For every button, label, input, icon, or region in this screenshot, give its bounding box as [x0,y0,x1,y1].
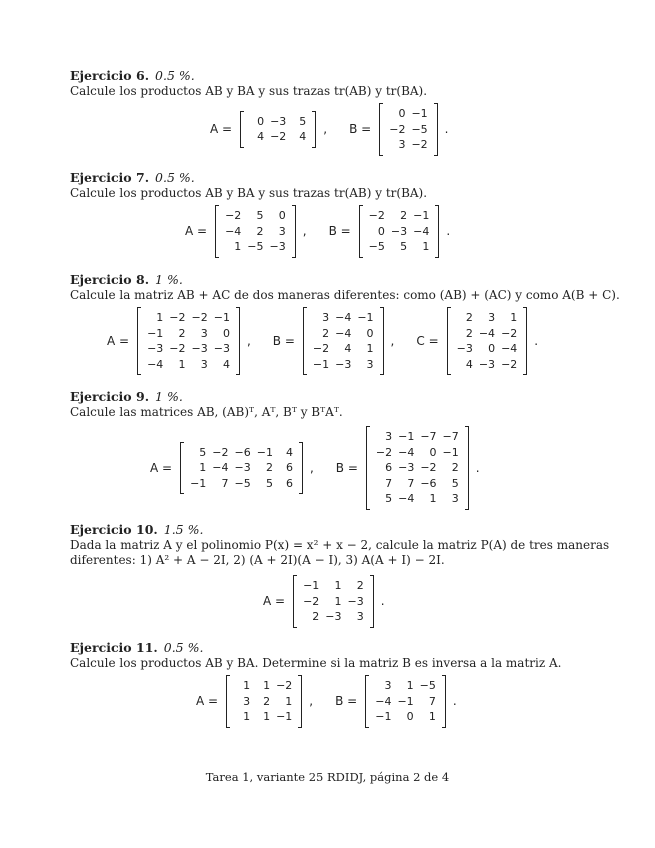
matrix-entry: 0 [222,326,230,340]
matrix-entry: 1 [422,240,430,253]
matrix-entry: −5 [368,240,385,253]
matrix [379,104,437,155]
matrix-entry: 0 [257,114,265,128]
matrix-entry: 3 [356,610,364,623]
matrix-entry: 5 [400,240,408,253]
matrix-entry: 3 [200,357,208,371]
exercise-weight: 0.5 %. [155,68,195,83]
matrix-entry: 1 [406,679,414,692]
equation-row-9 [150,427,480,509]
matrix-entry: −1 [303,579,320,592]
matrix-entry: −7 [420,430,437,443]
exercise-9 [70,389,590,420]
matrix-entry: −1 [276,710,293,723]
matrix-label: A = [196,694,219,709]
matrix-entry: 4 [344,342,352,355]
matrix-entry: 5 [199,445,207,459]
matrix-entry: 3 [384,679,392,692]
matrix-separator: , [323,122,328,137]
exercise-heading [70,272,590,288]
equation-row-11 [196,676,457,727]
matrix-entry: 5 [265,476,273,490]
matrix-entry: 6 [285,461,293,474]
matrix-entry: 2 [312,610,320,623]
matrix-entry: 1 [428,710,436,723]
exercise-weight: 1.5 %. [163,522,204,537]
matrix-label: B = [335,694,358,709]
matrix-entry: −5 [419,679,436,692]
matrix-entry: −4 [375,694,392,708]
exercise-title: Ejercicio 9. [70,389,150,404]
matrix-entry: −2 [191,311,208,324]
matrix-entry: −2 [375,445,393,459]
matrix-entry: 4 [222,357,230,371]
matrix-entry: −1 [375,710,392,723]
matrix-entry: −1 [398,430,415,443]
matrix-separator: , [302,224,307,239]
matrix-entry: 2 [465,311,473,324]
matrix-entry: 2 [265,461,273,474]
exercise-heading [70,522,590,538]
matrix-entry: −3 [335,357,352,371]
matrix-label: B = [335,460,358,475]
matrix-entry: −1 [357,311,374,324]
exercise-statement: Calcule las matrices AB, (AB)ᵀ, Aᵀ, Bᵀ y BᵀAᵀ. [70,405,343,419]
matrix-entry: 1 [243,679,251,692]
matrix-label: C = [416,334,439,348]
matrix-entry: 3 [278,224,286,238]
exercise-statement-line-2: diferentes: 1) A² + A − 2I, 2) (A + 2I)(A − I), 3) A(A + I) − 2I. [70,553,445,567]
matrix [293,576,374,627]
matrix-entry: −1 [256,445,273,459]
matrix-entry: −4 [335,326,352,340]
exercise-heading [70,68,590,84]
matrix-entry: 1 [234,240,242,253]
matrix-label: B = [272,334,295,348]
matrix-separator: . [380,594,385,609]
matrix-entry: 2 [322,326,330,340]
matrix-entry: −3 [398,461,415,474]
matrix-entry: 2 [451,461,459,474]
matrix-entry: 4 [299,130,307,144]
matrix-entry: 3 [451,492,459,505]
matrix [359,206,440,257]
exercise-weight: 0.5 %. [163,640,204,655]
matrix-entry: −2 [501,357,518,371]
equation-row-6 [210,104,449,155]
matrix-label: A = [210,122,233,137]
matrix-entry: −3 [456,342,473,355]
matrix-entry: 0 [377,224,385,238]
matrix-label: A = [185,224,208,239]
matrix-entry: −3 [234,461,251,474]
matrix-entry: 1 [510,311,518,324]
matrix-separator: . [446,224,451,239]
matrix-entry: 2 [465,326,473,340]
matrix-entry: −3 [347,594,364,608]
matrix-entry: 2 [256,224,264,238]
matrix-separator: . [444,122,449,137]
matrix [180,443,303,494]
matrix-entry: −1 [147,326,164,340]
matrix-entry: −2 [368,209,385,222]
exercise-statement: Calcule la matriz AB + AC de dos maneras diferentes: como (AB) + (AC) y como A(B + C). [70,288,620,302]
exercise-weight: 1 %. [155,272,183,287]
matrix-entry: 1 [243,710,251,723]
matrix-label: A = [263,594,286,609]
matrix-entry: 3 [385,430,393,443]
matrix-separator: . [452,694,457,709]
matrix-label: A = [150,460,173,475]
matrix-entry: −3 [390,224,408,238]
matrix-entry: 6 [385,461,393,474]
matrix-entry: 0 [366,326,374,340]
matrix-entry: −2 [276,679,293,692]
matrix-entry: 1 [334,579,342,592]
matrix-separator: , [309,694,314,709]
matrix-entry: −4 [398,492,415,505]
matrix-entry: 1 [334,594,342,608]
matrix-entry: −3 [191,342,208,355]
matrix-entry: −3 [270,114,287,128]
exercise-statement: Calcule los productos AB y BA y sus trazas tr(AB) y tr(BA). [70,186,428,200]
matrix-entry: 7 [221,476,229,490]
matrix [365,676,446,727]
matrix-entry: 1 [199,461,207,474]
matrix [137,308,240,374]
matrix-entry: 4 [285,445,293,459]
matrix-entry: −3 [147,342,164,355]
matrix-entry: 2 [263,694,271,708]
matrix-entry: −5 [247,240,264,253]
matrix [447,308,528,374]
exercise-7 [70,170,590,201]
matrix-entry: −4 [147,357,164,371]
matrix-entry: −4 [335,311,352,324]
matrix-entry: −2 [420,461,437,474]
exercise-statement: Calcule los productos AB y BA. Determine si la matriz B es inversa a la matriz A. [70,656,562,670]
matrix-label: B = [328,224,351,239]
exercise-heading [70,640,590,656]
matrix-entry: 2 [356,579,364,592]
matrix-entry: −5 [234,476,251,490]
matrix-entry: 5 [385,492,393,505]
matrix [303,308,384,374]
exercise-weight: 0.5 %. [155,170,195,185]
matrix-entry: −4 [413,224,430,238]
matrix [240,112,316,147]
matrix-entry: −2 [270,130,287,144]
exercise-heading [70,389,590,405]
matrix [226,676,302,727]
matrix-separator: , [309,460,314,475]
exercise-title: Ejercicio 6. [70,68,150,83]
matrix-entry: 3 [322,311,330,324]
matrix-entry: 5 [299,114,307,128]
matrix-entry: 2 [400,209,408,222]
matrix-entry: 1 [178,357,186,371]
matrix-entry: 3 [488,311,496,324]
matrix-entry: −3 [478,357,496,371]
matrix-entry: −6 [420,476,437,490]
matrix-entry: −3 [325,610,342,623]
matrix-entry: −7 [442,430,459,443]
exercise-6 [70,68,590,99]
matrix-label: B = [349,122,372,137]
matrix-entry: −2 [389,122,406,136]
matrix-entry: 3 [366,357,374,371]
matrix-entry: 6 [285,476,293,490]
matrix-separator: , [390,334,395,348]
matrix-entry: 3 [398,138,406,151]
exercise-title: Ejercicio 10. [70,522,158,537]
matrix-entry: −2 [303,594,320,608]
exercise-title: Ejercicio 7. [70,170,150,185]
matrix-entry: 5 [451,476,459,490]
exercise-heading [70,170,590,186]
matrix-entry: 4 [465,357,473,371]
exercise-11 [70,640,590,671]
matrix-separator: , [246,334,251,348]
matrix-entry: −1 [442,445,459,459]
matrix-separator: . [475,460,480,475]
exercise-title: Ejercicio 8. [70,272,150,287]
matrix-entry: −2 [225,209,242,222]
matrix-entry: 1 [366,342,374,355]
matrix-entry: −4 [225,224,242,238]
matrix-entry: 3 [243,694,251,708]
matrix-entry: −4 [478,326,496,340]
matrix-entry: −2 [212,445,229,459]
matrix-entry: 0 [406,710,414,723]
matrix-entry: −2 [169,342,186,355]
equation-row-7 [185,206,450,257]
matrix-entry: 1 [263,679,271,692]
matrix-entry: −1 [411,107,428,120]
matrix-entry: 5 [256,209,264,222]
exercise-statement: Calcule los productos AB y BA y sus trazas tr(AB) y tr(BA). [70,84,428,98]
exercise-statement-line-1: Dada la matriz A y el polinomio P(x) = x² + x − 2, calcule la matriz P(A) de tres maneras [70,538,610,552]
matrix-entry: −1 [190,476,207,490]
matrix [366,427,469,509]
matrix [215,206,296,257]
matrix-entry: 0 [278,209,286,222]
matrix-entry: 1 [285,694,293,708]
matrix-entry: 3 [200,326,208,340]
equation-row-10 [263,576,385,627]
matrix-label: A = [107,334,130,348]
matrix-entry: −2 [312,342,330,355]
matrix-entry: 1 [156,311,164,324]
matrix-entry: −1 [312,357,330,371]
matrix-entry: 7 [385,476,393,490]
matrix-entry: 7 [407,476,415,490]
matrix-entry: −5 [411,122,428,136]
matrix-entry: −3 [213,342,230,355]
matrix-entry: 7 [428,694,436,708]
matrix-entry: −2 [501,326,518,340]
matrix-entry: −2 [169,311,186,324]
matrix-entry: 1 [429,492,437,505]
matrix-entry: 1 [263,710,271,723]
matrix-entry: −4 [212,461,229,474]
matrix-entry: 4 [257,130,265,144]
matrix-entry: −6 [234,445,251,459]
matrix-entry: −4 [398,445,415,459]
exercise-8 [70,272,620,303]
matrix-entry: 0 [398,107,406,120]
exercise-title: Ejercicio 11. [70,640,158,655]
matrix-entry: −2 [411,138,428,151]
matrix-entry: −1 [413,209,430,222]
matrix-separator: . [534,334,539,348]
matrix-entry: −1 [397,694,414,708]
exercise-weight: 1 %. [155,389,183,404]
matrix-entry: 0 [429,445,437,459]
matrix-entry: 2 [178,326,186,340]
page-footer: Tarea 1, variante 25 RDIDJ, página 2 de 4 [205,770,450,784]
matrix-entry: −3 [269,240,286,253]
matrix-entry: −1 [213,311,230,324]
matrix-entry: −4 [501,342,518,355]
matrix-entry: 0 [488,342,496,355]
exercise-10 [70,522,610,568]
equation-row-8 [107,308,538,374]
